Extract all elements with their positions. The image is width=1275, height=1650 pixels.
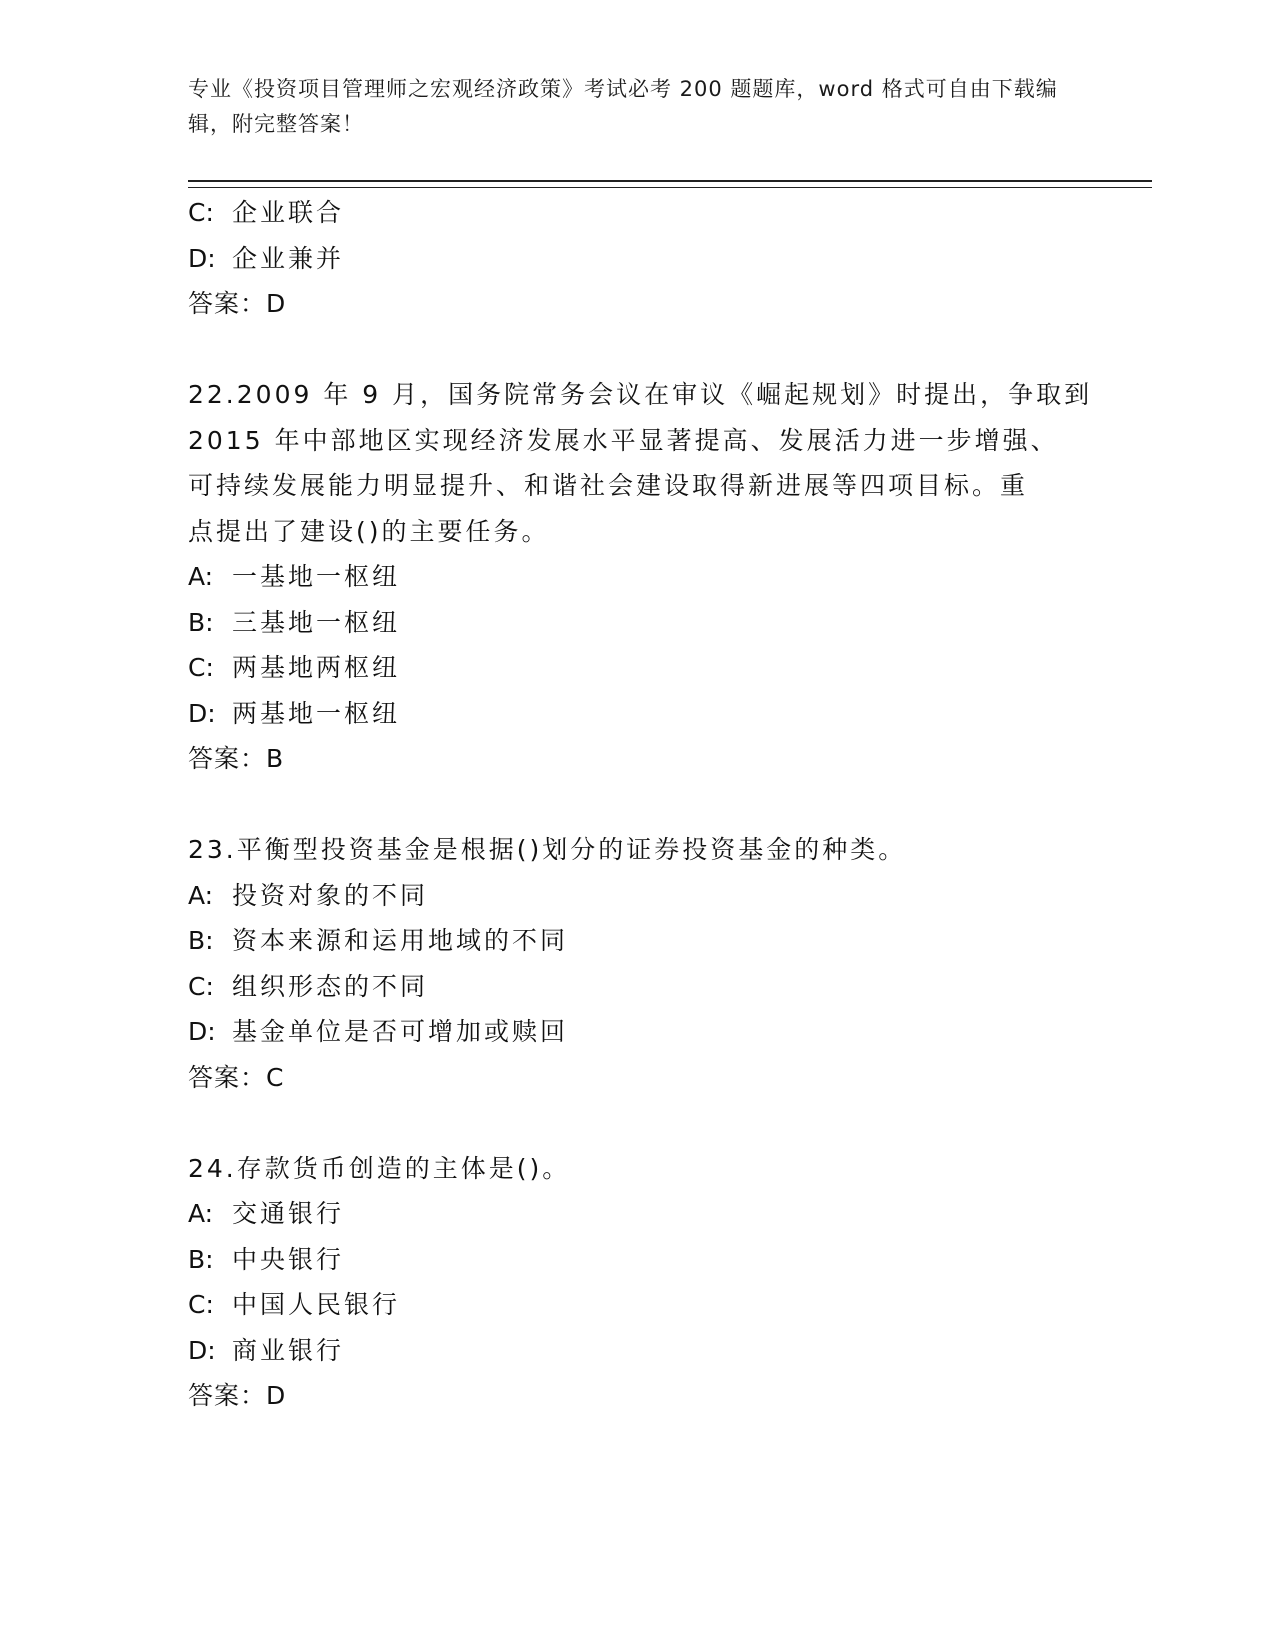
option-item xyxy=(188,554,1088,600)
option-item xyxy=(188,1237,1088,1283)
answer-line: 答案：D xyxy=(188,289,287,318)
page-header: 专业《投资项目管理师之宏观经济政策》考试必考 200 题题库，word 格式可自由下载编辑，附完整答案！ xyxy=(188,77,1058,136)
option-letter: D: xyxy=(188,1017,216,1046)
option-letter: B: xyxy=(188,607,214,637)
option-text: 商业银行 xyxy=(232,1335,345,1365)
option-item xyxy=(188,964,1088,1010)
option-item xyxy=(188,691,1088,737)
option-letter: D: xyxy=(188,1335,216,1365)
option-letter: B: xyxy=(188,926,214,955)
option-text: 资本来源和运用地域的不同 xyxy=(232,926,569,955)
option-item xyxy=(188,236,1088,282)
option-item xyxy=(188,1282,1088,1328)
option-text: 组织形态的不同 xyxy=(232,971,429,1001)
option-letter: C: xyxy=(188,653,214,682)
answer-line: 答案：B xyxy=(188,744,285,773)
option-text: 企业联合 xyxy=(232,198,345,227)
option-letter: C: xyxy=(188,1290,214,1319)
spacer xyxy=(188,1100,1088,1146)
option-text: 三基地一枢纽 xyxy=(232,607,401,637)
question-stem-line: 23.平衡型投资基金是根据()划分的证券投资基金的种类。 xyxy=(188,835,907,864)
option-letter: B: xyxy=(188,1244,214,1274)
option-item xyxy=(188,1328,1088,1374)
option-item xyxy=(188,600,1088,646)
option-item xyxy=(188,1009,1088,1055)
option-letter: A: xyxy=(188,880,214,910)
option-item xyxy=(188,873,1088,919)
option-letter: A: xyxy=(188,562,214,591)
option-text: 两基地两枢纽 xyxy=(232,653,401,682)
option-letter: D: xyxy=(188,243,216,273)
option-text: 基金单位是否可增加或赎回 xyxy=(232,1017,569,1046)
option-text: 两基地一枢纽 xyxy=(232,698,401,728)
question-stem-line: 24.存款货币创造的主体是()。 xyxy=(188,1153,571,1183)
question-stem-line: 2015 年中部地区实现经济发展水平显著提高、发展活力进一步增强、 xyxy=(188,425,1059,455)
option-item xyxy=(188,918,1088,964)
option-letter: C: xyxy=(188,198,214,227)
option-letter: D: xyxy=(188,698,216,728)
question-content xyxy=(188,190,1093,1419)
answer-line: 答案：D xyxy=(188,1381,287,1410)
option-letter: A: xyxy=(188,1199,214,1228)
option-text: 交通银行 xyxy=(232,1199,345,1228)
option-letter: C: xyxy=(188,971,214,1001)
spacer xyxy=(188,327,1088,373)
option-item xyxy=(188,190,1088,236)
question-stem-line: 22.2009 年 9 月，国务院常务会议在审议《崛起规划》时提出，争取到 xyxy=(188,380,1093,409)
answer-line: 答案：C xyxy=(188,1062,285,1092)
option-text: 投资对象的不同 xyxy=(232,880,429,910)
option-text: 企业兼并 xyxy=(232,243,345,273)
option-item xyxy=(188,645,1088,691)
option-text: 中国人民银行 xyxy=(232,1290,401,1319)
question-stem-line: 点提出了建设()的主要任务。 xyxy=(188,516,550,546)
option-text: 一基地一枢纽 xyxy=(232,562,401,591)
header-divider xyxy=(188,180,1152,188)
question-stem-line: 可持续发展能力明显提升、和谐社会建设取得新进展等四项目标。重 xyxy=(188,471,1029,500)
option-text: 中央银行 xyxy=(232,1244,345,1274)
spacer xyxy=(188,782,1088,828)
option-item xyxy=(188,1191,1088,1237)
